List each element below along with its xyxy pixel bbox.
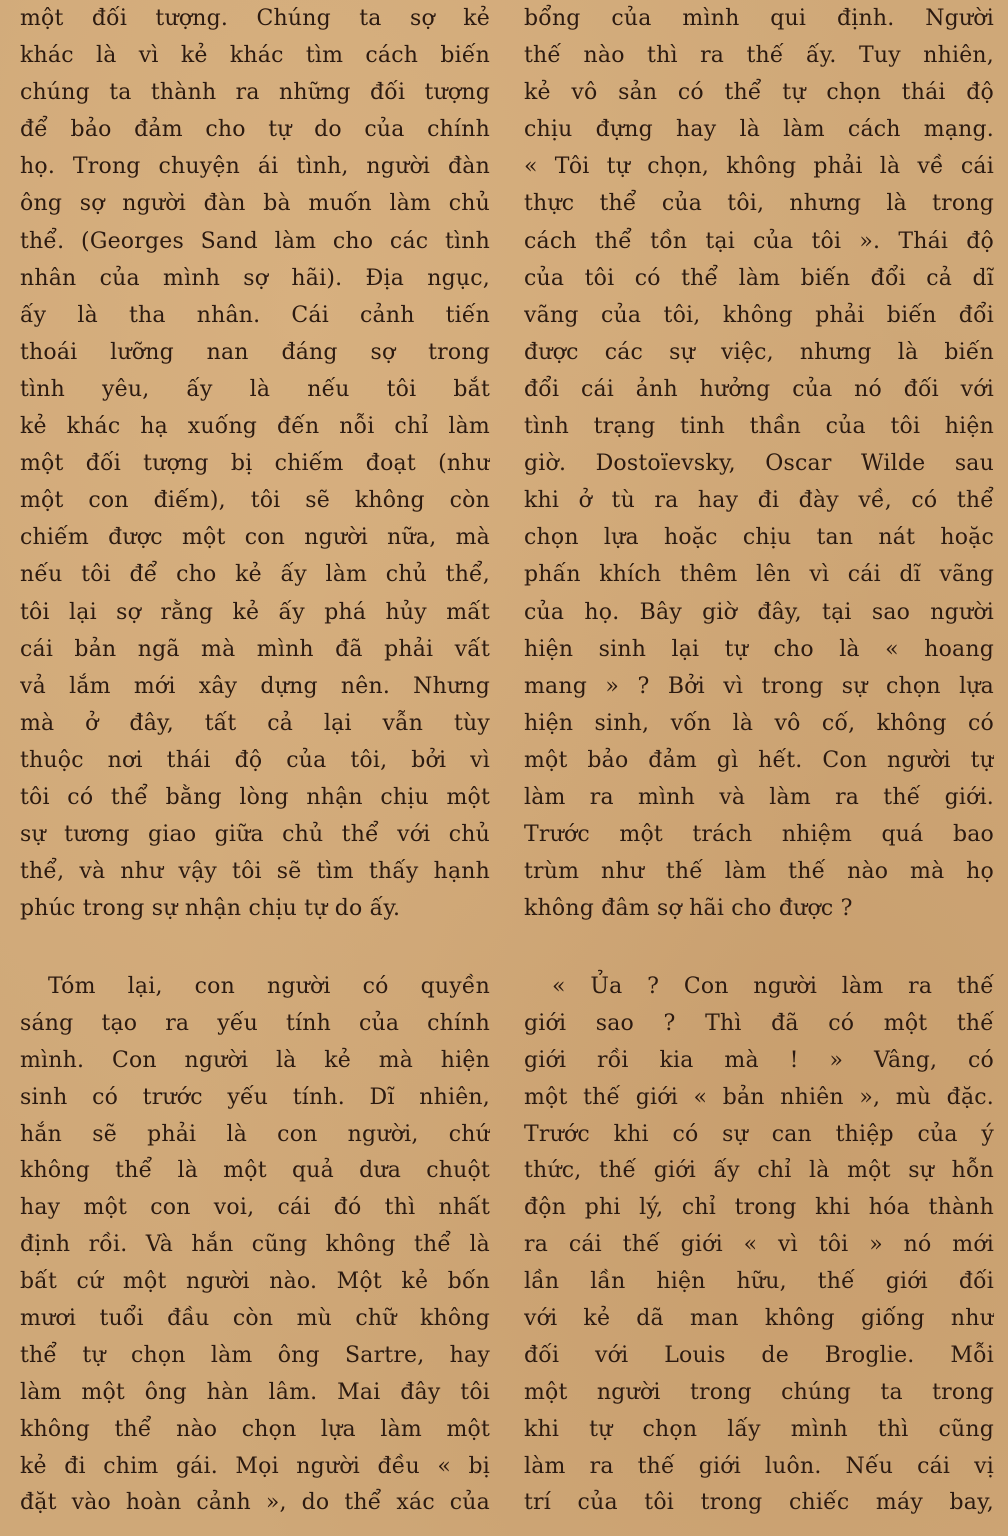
text-line: được các sự việc, nhưng là biến [524,339,994,365]
text-line: thể. (Georges Sand làm cho các tình [20,228,490,254]
text-line: chọn lựa hoặc chịu tan nát hoặc [524,525,994,551]
text-line: phúc trong sự nhận chịu tự do ấy. [20,896,401,922]
text-line: thoái lưỡng nan đáng sợ trong [20,339,490,365]
text-line: một người trong chúng ta trong [524,1379,994,1405]
text-line: « Ủa ? Con người làm ra thế [552,974,994,999]
top-left-column [20,0,490,927]
text-line: vả lắm mới xây dựng nên. Nhưng [20,673,490,699]
text-line: giờ. Dostoïevsky, Oscar Wilde sau [524,451,994,477]
text-line: tình trạng tinh thần của tôi hiện [524,414,994,440]
text-line: cái bản ngã mà mình đã phải vất [20,636,490,662]
text-line: trí của tôi trong chiếc máy bay, [524,1490,994,1516]
text-line: làm một ông hàn lâm. Mai đây tôi [20,1379,490,1405]
text-line: ông sợ người đàn bà muốn làm chủ [20,191,490,217]
text-line: bất cứ một người nào. Một kẻ bốn [20,1269,490,1295]
text-line: làm ra thế giới luôn. Nếu cái vị [524,1453,994,1479]
text-line: ra cái thế giới « vì tôi » nó mới [524,1232,994,1258]
text-line: khi ở tù ra hay đi đày về, có thể [524,488,994,514]
text-line: để bảo đảm cho tự do của chính [20,117,490,143]
text-line: thực thể của tôi, nhưng là trong [524,191,994,217]
text-line: kẻ vô sản có thể tự chọn thái độ [524,80,994,106]
text-line: nếu tôi để cho kẻ ấy làm chủ thể, [20,562,490,588]
text-line: thế nào thì ra thế ấy. Tuy nhiên, [524,43,994,69]
text-line: Tóm lại, con người có quyền [48,974,490,999]
text-line: một bảo đảm gì hết. Con người tự [524,747,994,773]
text-line: nhân của mình sợ hãi). Địa ngục, [20,265,490,291]
text-line: bổng của mình qui định. Người [524,6,994,31]
text-line: họ. Trong chuyện ái tình, người đàn [20,154,490,180]
text-line: một đối tượng. Chúng ta sợ kẻ [20,6,490,31]
text-line: Trước một trách nhiệm quá bao [524,822,994,848]
text-line: một đối tượng bị chiếm đoạt (như [20,451,490,477]
text-line: một thế giới « bản nhiên », mù đặc. [524,1084,994,1110]
text-line: tình yêu, ấy là nếu tôi bắt [20,376,490,402]
text-line: sự tương giao giữa chủ thể với chủ [20,822,490,848]
text-line: đặt vào hoàn cảnh », do thể xác của [20,1490,490,1516]
text-line: vãng của tôi, không phải biến đổi [524,302,994,328]
text-line: phấn khích thêm lên vì cái dĩ vãng [524,562,994,588]
text-line: kẻ đi chim gái. Mọi người đều « bị [20,1453,490,1479]
text-line: độn phi lý, chỉ trong khi hóa thành [524,1195,994,1221]
text-line: giới rồi kia mà ! » Vâng, có [524,1047,994,1073]
text-line: hay một con voi, cái đó thì nhất [20,1195,490,1221]
text-line: không thể nào chọn lựa làm một [20,1416,490,1442]
text-line: mươi tuổi đầu còn mù chữ không [20,1306,490,1332]
text-line: giới sao ? Thì đã có một thế [524,1010,994,1036]
text-line: tôi lại sợ rằng kẻ ấy phá hủy mất [20,599,490,625]
text-line: kẻ khác hạ xuống đến nỗi chỉ làm [20,414,490,440]
text-line: trùm như thế làm thế nào mà họ [524,859,994,885]
text-line: tôi có thể bằng lòng nhận chịu một [20,784,490,810]
text-line: hắn sẽ phải là con người, chứ [20,1121,490,1147]
text-line: khi tự chọn lấy mình thì cũng [524,1416,994,1442]
text-line: lần lần hiện hữu, thế giới đối [524,1269,994,1295]
text-line: sinh có trước yếu tính. Dĩ nhiên, [20,1084,490,1110]
text-line: sáng tạo ra yếu tính của chính [20,1010,490,1036]
text-line: chịu đựng hay là làm cách mạng. [524,117,994,143]
bottom-right-column [524,969,994,1522]
text-line: khác là vì kẻ khác tìm cách biến [20,43,490,69]
text-line: chiếm được một con người nữa, mà [20,525,490,551]
top-right-column [524,0,994,927]
text-line: thức, thế giới ấy chỉ là một sự hỗn [524,1158,994,1184]
text-line: thể tự chọn làm ông Sartre, hay [20,1342,490,1368]
text-line: đối với Louis de Broglie. Mỗi [524,1342,994,1368]
text-line: đổi cái ảnh hưởng của nó đối với [524,376,994,402]
text-line: Trước khi có sự can thiệp của ý [524,1121,994,1147]
text-line: mình. Con người là kẻ mà hiện [20,1047,490,1073]
text-line: định rồi. Và hắn cũng không thể là [20,1232,490,1258]
text-line: mang » ? Bởi vì trong sự chọn lựa [524,673,994,699]
text-line: của tôi có thể làm biến đổi cả dĩ [524,265,994,291]
text-line: thuộc nơi thái độ của tôi, bởi vì [20,747,490,773]
text-line: với kẻ dã man không giống như [524,1306,994,1332]
text-line: chúng ta thành ra những đối tượng [20,80,490,106]
text-line: hiện sinh lại tự cho là « hoang [524,636,994,662]
text-line: một con điếm), tôi sẽ không còn [20,488,490,514]
text-line: của họ. Bây giờ đây, tại sao người [524,599,994,625]
bottom-left-column [20,969,490,1522]
text-line: ấy là tha nhân. Cái cảnh tiến [20,302,490,328]
text-line: không thể là một quả dưa chuột [20,1158,490,1184]
text-line: cách thể tồn tại của tôi ». Thái độ [524,228,994,254]
text-line: làm ra mình và làm ra thế giới. [524,784,994,810]
text-line: không đâm sợ hãi cho được ? [524,896,853,922]
text-line: thể, và như vậy tôi sẽ tìm thấy hạnh [20,859,490,885]
text-line: « Tôi tự chọn, không phải là về cái [524,154,994,180]
text-line: hiện sinh, vốn là vô cố, không có [524,710,994,736]
text-line: mà ở đây, tất cả lại vẫn tùy [20,710,490,736]
